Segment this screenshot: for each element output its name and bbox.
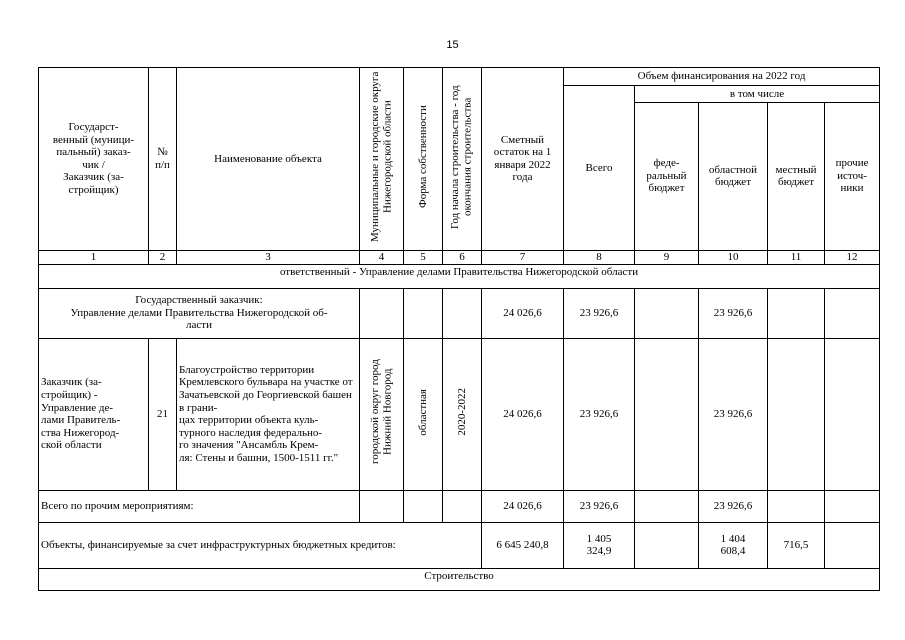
header-ownership: Форма собственности [416, 105, 429, 209]
object-municipality: городской округ город Нижний Новгород [368, 359, 394, 465]
column-number: 11 [768, 250, 825, 264]
header-federal: феде- ральный бюджет [635, 102, 699, 250]
header-municipality: Муниципальные и городские округа Нижегородской области [368, 71, 394, 243]
infra-local: 716,5 [768, 522, 825, 568]
state-customer-label: Государственный заказчик: Управление делами Правительства Нижегородской об- ласти [39, 288, 360, 338]
object-num: 21 [149, 338, 177, 490]
column-number: 8 [564, 250, 635, 264]
column-number: 4 [360, 250, 404, 264]
object-total: 23 926,6 [564, 338, 635, 490]
object-row [39, 338, 880, 490]
header-ownership-cell [404, 68, 443, 251]
infra-label: Объекты, финансируемые за счет инфраструктурных бюджетных кредитов: [39, 522, 482, 568]
header-financing: Объем финансирования на 2022 год [564, 68, 880, 86]
column-number: 9 [635, 250, 699, 264]
column-number: 2 [149, 250, 177, 264]
object-balance: 24 026,6 [482, 338, 564, 490]
infra-total: 1 405 324,9 [564, 522, 635, 568]
infra-regional: 1 404 608,4 [699, 522, 768, 568]
responsible-row: ответственный - Управление делами Правительства Нижегородской области [39, 264, 880, 288]
object-years: 2020-2022 [455, 388, 468, 437]
column-number: 12 [825, 250, 880, 264]
other-total-balance: 24 026,6 [482, 490, 564, 522]
object-name: Благоустройство территории Кремлевского бульвара на участке от Зачатьевской до Георгиевской башен в грани- цах территории объекта куль- турного наследия федерально- го значения "Ансамбль Крем- ля: Стены и башни, 1500-1511 гг." [177, 338, 360, 490]
header-municipality-cell [360, 68, 404, 251]
header-years: Год начала строительства - год окончания строительства [449, 85, 474, 229]
header-including: в том числе [635, 86, 880, 103]
header-other: прочие источ- ники [825, 102, 880, 250]
column-number: 10 [699, 250, 768, 264]
column-number: 5 [404, 250, 443, 264]
header-years-cell [443, 68, 482, 251]
header-customer: Государст- венный (муници- пальный) заказ- чик / Заказчик (за- стройщик) [39, 68, 149, 251]
page-number: 15 [446, 39, 459, 51]
column-number: 3 [177, 250, 360, 264]
object-ownership-cell [404, 338, 443, 490]
object-municipality-cell [360, 338, 404, 490]
column-number: 6 [443, 250, 482, 264]
state-customer-balance: 24 026,6 [482, 288, 564, 338]
other-total-row [39, 490, 880, 522]
object-regional: 23 926,6 [699, 338, 768, 490]
object-years-cell [443, 338, 482, 490]
header-balance: Сметный остаток на 1 января 2022 года [482, 68, 564, 251]
column-number: 7 [482, 250, 564, 264]
column-number: 1 [39, 250, 149, 264]
other-total-label: Всего по прочим мероприятиям: [39, 490, 360, 522]
other-total-regional: 23 926,6 [699, 490, 768, 522]
state-customer-regional: 23 926,6 [699, 288, 768, 338]
other-total-total: 23 926,6 [564, 490, 635, 522]
object-ownership: областная [416, 388, 429, 436]
header-regional: областной бюджет [699, 102, 768, 250]
state-customer-total: 23 926,6 [564, 288, 635, 338]
header-total: Всего [564, 86, 635, 251]
header-local: местный бюджет [768, 102, 825, 250]
state-customer-row [39, 288, 880, 338]
infra-row [39, 522, 880, 568]
column-number-row [39, 250, 880, 264]
header-num: № п/п [149, 68, 177, 251]
infra-balance: 6 645 240,8 [482, 522, 564, 568]
header-object-name: Наименование объекта [177, 68, 360, 251]
construction-row: Строительство [39, 568, 880, 590]
object-customer: Заказчик (за- стройщик) - Управление де- лами Правитель- ства Нижегород- ской области [39, 338, 149, 490]
financing-table [38, 67, 880, 591]
